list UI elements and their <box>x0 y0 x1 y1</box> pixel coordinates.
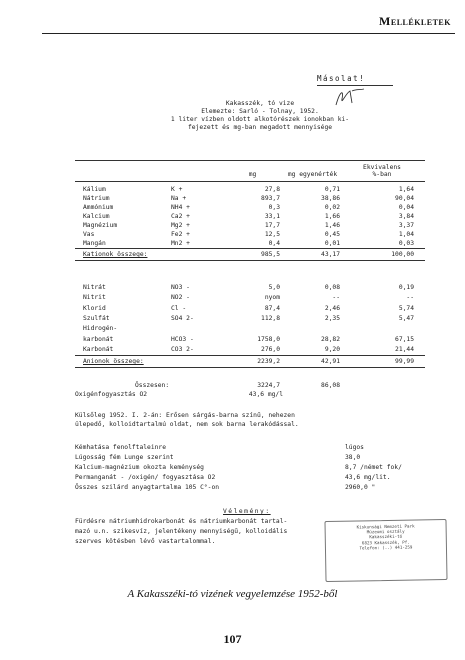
ion-pct: 1,04 <box>398 231 414 238</box>
table-top-rule <box>75 160 425 161</box>
page-number: 107 <box>223 632 242 646</box>
table-row <box>75 294 435 302</box>
ion-mg: 0,3 <box>268 204 280 211</box>
opinion-line: Fürdésre nátriumhidrokarbonát és nátriumkarbonát tartal- <box>75 518 288 525</box>
stamp-line: Telefon: (..) 441-259 <box>359 544 413 551</box>
ion-name: Karbonát <box>83 346 114 353</box>
ion-name: Nitrit <box>83 294 106 301</box>
opinion-line: mazó u.n. szikesvíz, jelentékeny mennyiségű, kolloidális <box>75 528 288 535</box>
anion-section-rule <box>75 367 425 368</box>
ion-symbol: Cl - <box>171 305 187 312</box>
ion-mg: 5,0 <box>268 284 280 291</box>
grand-total-mg: 3224,7 <box>257 382 280 389</box>
measurement-row <box>75 474 435 482</box>
ion-mg: 12,5 <box>264 231 280 238</box>
figure-caption: A Kakasszéki-tó vizének vegyelemzése 1952-ből <box>127 588 338 600</box>
ion-pct: 0,19 <box>398 284 414 291</box>
ion-pct: -- <box>406 294 414 301</box>
measurement-value: 43,6 mg/lit. <box>345 474 391 481</box>
ion-eq: 1,46 <box>324 222 340 229</box>
measurement-label: Kémhatása fenolftaleinre <box>75 444 166 451</box>
table-row <box>75 204 435 212</box>
table-header-rule <box>75 181 425 182</box>
col-header-pct-2: %-ban <box>372 171 392 178</box>
total-label: Kationok összege: <box>83 251 148 258</box>
table-row <box>75 240 435 248</box>
ion-mg: 112,8 <box>261 315 280 322</box>
anion-total-row <box>75 358 435 366</box>
ion-name: Kálium <box>83 186 106 193</box>
ion-pct: 1,64 <box>398 186 414 193</box>
table-row <box>75 222 435 230</box>
table-row <box>75 346 435 354</box>
ion-pct: 0,04 <box>398 204 414 211</box>
total-eq: 42,91 <box>321 358 340 365</box>
ion-name: karbonát <box>83 336 114 343</box>
anion-total-rule <box>75 355 425 356</box>
col-header-pct-1: Ekvivalens <box>363 164 401 171</box>
oxygen-value: 43,6 mg/l <box>248 391 283 398</box>
measurement-value: 8,7 /német fok/ <box>345 464 402 471</box>
ion-symbol: NH4 + <box>171 204 190 211</box>
intro-line: 1 liter vízben oldott alkotórészek ionokban ki- <box>170 116 350 123</box>
appearance-line: ülepedő, kolloidtartalmú oldat, nem sok barna lerakódással. <box>75 421 299 428</box>
total-label: Anionok összege: <box>83 358 144 365</box>
ion-pct: 0,03 <box>398 240 414 247</box>
measurement-value: 38,0 <box>345 454 361 461</box>
ion-symbol: Na + <box>171 195 187 202</box>
appearance-line: Külsőleg 1952. I. 2-án: Erősen sárgás-barna színű, nehezen <box>75 412 295 419</box>
opinion-heading: Vélemény: <box>223 508 271 515</box>
ion-name: Vas <box>83 231 95 238</box>
table-row <box>75 284 435 292</box>
table-row <box>75 213 435 221</box>
total-eq: 43,17 <box>321 251 340 258</box>
ion-name: Nátrium <box>83 195 110 202</box>
ion-symbol: K + <box>171 186 183 193</box>
ion-name: Hidrogén- <box>83 325 118 332</box>
measurement-row <box>75 454 435 462</box>
institution-stamp <box>324 519 447 582</box>
ion-mg: 17,7 <box>264 222 280 229</box>
copy-label: Másolat! <box>317 74 366 83</box>
ion-pct: 5,74 <box>398 305 414 312</box>
ion-eq: 0,08 <box>324 284 340 291</box>
header-rule <box>42 33 455 34</box>
total-pct: 99,99 <box>395 358 414 365</box>
ion-eq: -- <box>332 294 340 301</box>
ion-eq: 2,35 <box>324 315 340 322</box>
oxygen-label: Oxigénfogyasztás O2 <box>75 391 148 398</box>
table-row <box>75 315 435 323</box>
ion-symbol: CO3 2- <box>171 346 194 353</box>
stamp-line: Kakasszéki-tó <box>369 534 403 540</box>
section-title: Mellékletek <box>379 14 451 28</box>
ion-name: Mangán <box>83 240 106 247</box>
ion-pct: 3,84 <box>398 213 414 220</box>
cation-section-rule <box>75 260 425 261</box>
ion-name: Klorid <box>83 305 106 312</box>
ion-mg: 893,7 <box>261 195 280 202</box>
ion-symbol: SO4 2- <box>171 315 194 322</box>
ion-pct: 21,44 <box>395 346 414 353</box>
ion-symbol: Mg2 + <box>171 222 190 229</box>
ion-eq: 0,71 <box>324 186 340 193</box>
table-row <box>75 186 435 194</box>
ion-mg: 0,4 <box>268 240 280 247</box>
table-row <box>75 195 435 203</box>
ion-name: Nitrát <box>83 284 106 291</box>
table-row <box>75 336 435 344</box>
ion-name: Kalcium <box>83 213 110 220</box>
measurement-label: Kalcium-magnézium okozta keménység <box>75 464 204 471</box>
table-row <box>75 231 435 239</box>
page-header <box>0 0 465 40</box>
measurement-value: lúgos <box>345 444 364 451</box>
measurement-label: Lúgosság fém Lunge szerint <box>75 454 174 461</box>
stamp-line: 6823 Kakasszék, Pf. <box>361 539 410 545</box>
ion-mg: nyom <box>264 294 280 301</box>
opinion-line: szerves kötésben lévő vastartalommal. <box>75 538 216 545</box>
ion-name: Magnézium <box>83 222 118 229</box>
intro-line: fejezett és mg-ban megadott mennyisége <box>187 124 333 131</box>
intro-line: Elemezte: Sarló - Tolnay, 1952. <box>201 108 319 115</box>
total-pct: 100,00 <box>391 251 414 258</box>
table-header-row-2 <box>75 171 435 179</box>
measurement-row <box>75 444 435 452</box>
grand-total-label: Összesen: <box>135 382 170 389</box>
ion-symbol: Mn2 + <box>171 240 190 247</box>
ion-pct: 90,04 <box>395 195 414 202</box>
ion-eq: 2,46 <box>324 305 340 312</box>
ion-eq: 0,45 <box>324 231 340 238</box>
grand-total-row <box>75 382 435 390</box>
ion-symbol: NO3 - <box>171 284 190 291</box>
intro-line: Kakasszék, tó vize <box>225 100 295 107</box>
ion-eq: 0,01 <box>324 240 340 247</box>
ion-mg: 276,0 <box>261 346 280 353</box>
stamp-line: Múzeumi osztály <box>366 528 405 535</box>
measurement-value: 2960,0 " <box>345 484 376 491</box>
total-mg: 985,5 <box>261 251 280 258</box>
ion-mg: 33,1 <box>264 213 280 220</box>
ion-pct: 67,15 <box>395 336 414 343</box>
ion-pct: 5,47 <box>398 315 414 322</box>
measurement-label: Összes szilárd anyagtartalma 105 C°-on <box>75 484 220 491</box>
ion-eq: 0,02 <box>324 204 340 211</box>
table-row <box>75 325 435 333</box>
ion-symbol: HCO3 - <box>171 336 194 343</box>
measurement-label: Permanganát - /oxigén/ fogyasztása O2 <box>75 474 216 481</box>
oxygen-row <box>75 391 435 399</box>
grand-total-eq: 86,08 <box>321 382 340 389</box>
measurement-row <box>75 464 435 472</box>
ion-eq: 1,66 <box>324 213 340 220</box>
ion-symbol: NO2 - <box>171 294 190 301</box>
ion-symbol: Ca2 + <box>171 213 190 220</box>
ion-eq: 9,20 <box>324 346 340 353</box>
ion-eq: 28,82 <box>321 336 340 343</box>
col-header-mg: mg <box>248 171 257 178</box>
document-intro <box>75 100 445 132</box>
ion-eq: 38,86 <box>321 195 340 202</box>
ion-mg: 1758,0 <box>257 336 280 343</box>
ion-mg: 87,4 <box>264 305 280 312</box>
stamp-line: Kiskunsági Nemzeti Park <box>356 523 415 530</box>
col-header-eq: mg egyenérték <box>287 171 338 178</box>
ion-pct: 3,37 <box>398 222 414 229</box>
cation-total-rule <box>75 248 425 249</box>
total-mg: 2239,2 <box>257 358 280 365</box>
table-row <box>75 305 435 313</box>
measurement-row <box>75 484 435 492</box>
ion-mg: 27,8 <box>264 186 280 193</box>
ion-name: Ammónium <box>83 204 114 211</box>
cation-total-row <box>75 251 435 259</box>
ion-name: Szulfát <box>83 315 110 322</box>
typed-document <box>75 40 445 580</box>
ion-symbol: Fe2 + <box>171 231 190 238</box>
